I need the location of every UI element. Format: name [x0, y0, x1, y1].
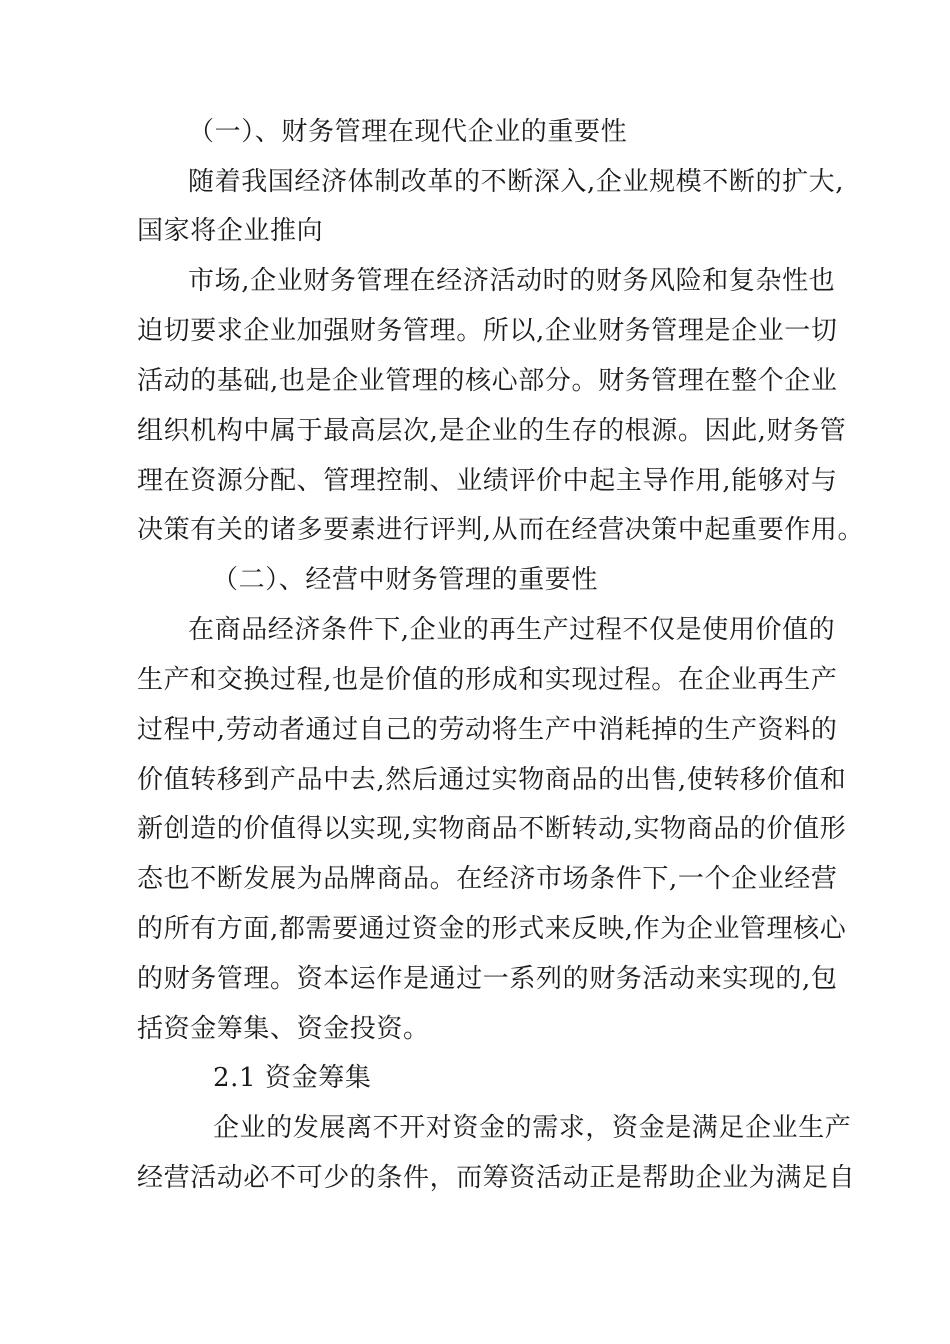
paragraph-line: 组织机构中属于最高层次,是企业的生存的根源。因此,财务管	[137, 416, 847, 446]
paragraph-line: 生产和交换过程,也是价值的形成和实现过程。在企业再生产	[137, 665, 838, 695]
paragraph-line: 的所有方面,都需要通过资金的形式来反映,作为企业管理核心	[137, 914, 847, 944]
paragraph-line: 活动的基础,也是企业管理的核心部分。财务管理在整个企业	[137, 366, 838, 396]
subsection-heading: 2.1 资金筹集	[213, 1063, 372, 1093]
section-heading-1: （一）、财务管理在现代企业的重要性	[188, 117, 628, 147]
paragraph-line: 国家将企业推向	[137, 216, 324, 246]
paragraph-line: 的财务管理。资本运作是通过一系列的财务活动来实现的,包	[137, 964, 838, 994]
paragraph-line: 在商品经济条件下,企业的再生产过程不仅是使用价值的	[188, 615, 836, 645]
paragraph-line: 随着我国经济体制改革的不断深入,企业规模不断的扩大,	[188, 167, 845, 197]
paragraph-line: 决策有关的诸多要素进行评判,从而在经营决策中起重要作用。	[137, 515, 865, 545]
paragraph-line: 市场,企业财务管理在经济活动时的财务风险和复杂性也	[188, 266, 836, 296]
paragraph-line: 企业的发展离不开对资金的需求，资金是满足企业生产	[213, 1113, 852, 1143]
paragraph-line: 态也不断发展为品牌商品。在经济市场条件下,一个企业经营	[137, 864, 838, 894]
paragraph-line: 理在资源分配、管理控制、业绩评价中起主导作用,能够对与	[137, 466, 838, 496]
paragraph-line: 过程中,劳动者通过自己的劳动将生产中消耗掉的生产资料的	[137, 715, 838, 745]
paragraph-line: 括资金筹集、资金投资。	[137, 1014, 430, 1044]
paragraph-line: 新创造的价值得以实现,实物商品不断转动,实物商品的价值形	[137, 814, 847, 844]
paragraph-line: 经营活动必不可少的条件，而筹资活动正是帮助企业为满足自	[137, 1163, 856, 1193]
paragraph-line: 迫切要求企业加强财务管理。所以,企业财务管理是企业一切	[137, 316, 838, 346]
paragraph-line: 价值转移到产品中去,然后通过实物商品的出售,使转移价值和	[137, 765, 847, 795]
section-heading-2: （二）、经营中财务管理的重要性	[212, 565, 599, 595]
